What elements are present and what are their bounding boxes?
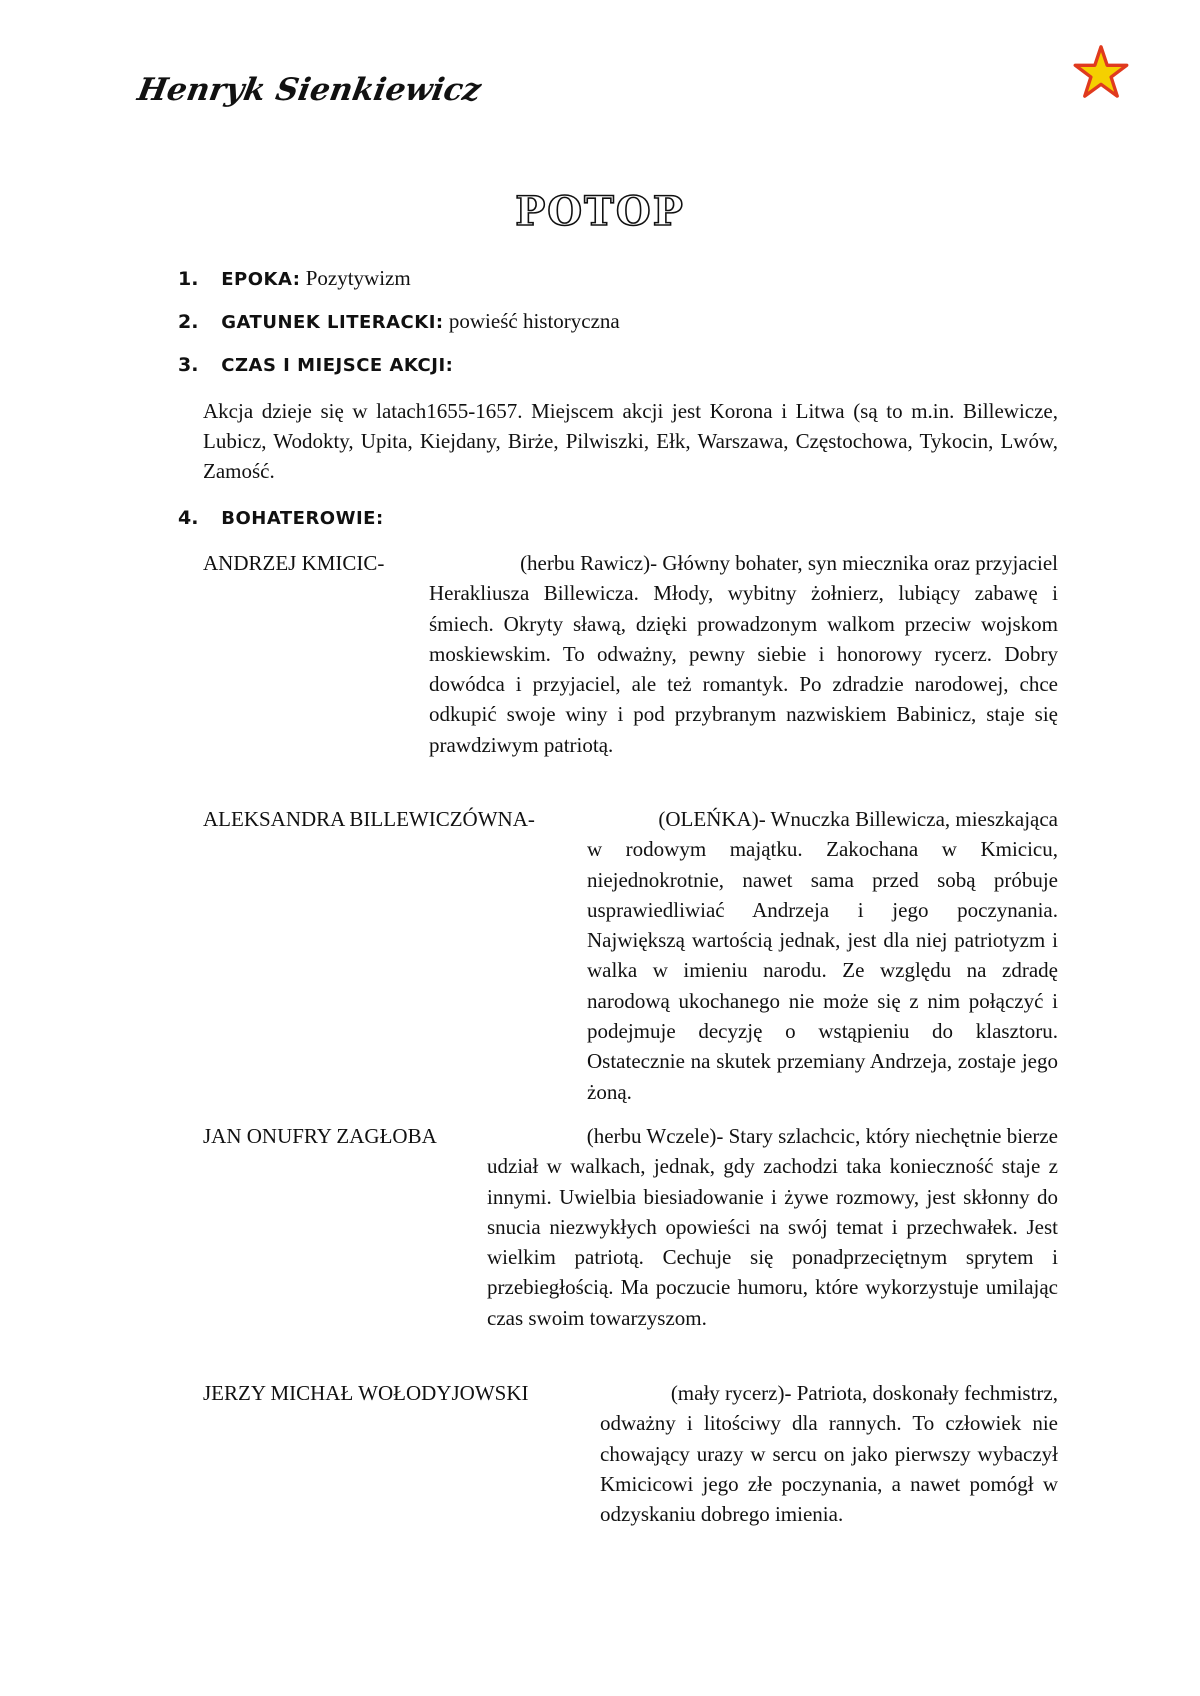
section-number: 3. xyxy=(178,354,199,376)
hero-description xyxy=(600,1408,1058,1529)
hero-description xyxy=(587,834,1058,1107)
section-value: Pozytywizm xyxy=(305,266,411,290)
section-label: GATUNEK LITERACKI: xyxy=(221,312,444,333)
hero-description-text: Herakliusza Billewicza. Młody, wybitny żołnierz, lubiący zabawę i śmiech. Okryty sławą, dzięki prowadzonym walkom przeciw wojskom moskiewskim. To odważny, pewny siebie i honorowy rycerz. Dobry dowódca i przyjaciel, ale też romantyk. Po zdradzie narodowej, chce odkupić swoje winy i pod przybranym nazwiskiem Babinicz, staje się prawdziwym patriotą. xyxy=(429,581,1058,757)
section-list xyxy=(178,266,1058,395)
document-title: POTOP xyxy=(515,188,685,235)
hero-name: JAN ONUFRY ZAGŁOBA xyxy=(203,1124,437,1148)
hero-first-line xyxy=(203,804,1058,834)
section-czas-miejsce xyxy=(178,352,1058,377)
hero-name: ALEKSANDRA BILLEWICZÓWNA- xyxy=(203,807,535,831)
star-shape xyxy=(1075,47,1127,96)
section-label: EPOKA: xyxy=(221,269,301,290)
hero-description xyxy=(429,578,1058,760)
hero-first-line-text: (mały rycerz)- Patriota, doskonały fechmistrz, xyxy=(670,1381,1058,1405)
hero-entry-zagloba xyxy=(203,1121,1058,1333)
hero-entry-olenka xyxy=(203,804,1058,1107)
section-label: CZAS I MIEJSCE AKCJI: xyxy=(221,355,454,376)
hero-name: JERZY MICHAŁ WOŁODYJOWSKI xyxy=(203,1381,529,1405)
section-number: 1. xyxy=(178,268,199,290)
section-bohaterowie xyxy=(178,505,384,530)
hero-first-line-text: (herbu Rawicz)- Główny bohater, syn miecznika oraz przyjaciel xyxy=(520,551,1058,575)
hero-first-line xyxy=(203,1121,1058,1151)
hero-entry-kmicic xyxy=(203,548,1058,760)
star-icon xyxy=(1073,44,1129,100)
hero-description-text: udział w walkach, jednak, gdy zachodzi taka konieczność staje z innymi. Uwielbia biesiadowanie i żywe rozmowy, jest skłonny do snucia niezwykłych opowieści na swój temat i przechwałek. Jest wielkim patriotą. Cechuje się ponadprzeciętnym sprytem i przebiegłością. Ma poczucie humoru, które wykorzystuje umilając czas swoim towarzyszom. xyxy=(487,1154,1058,1330)
hero-description xyxy=(487,1151,1058,1333)
hero-description-text: odważny i litościwy dla rannych. To człowiek nie chowający urazy w sercu on jako pierwszy wybaczył Kmicicowi jego złe poczynania, a nawet pomógł w odzyskaniu dobrego imienia. xyxy=(600,1411,1058,1527)
hero-description-text: w rodowym majątku. Zakochana w Kmicicu, niejednokrotnie, nawet sama przed sobą próbuje usprawiedliwiać Andrzeja i jego poczynania. Największą wartością jednak, jest dla niej patriotyzm i walka w imieniu narodu. Ze względu na zdradę narodową ukochanego nie może się z nim połączyć i podejmuje decyzję o wstąpieniu do klasztoru. Ostatecznie na skutek przemiany Andrzeja, zostaje jego żoną. xyxy=(587,837,1058,1104)
section-number: 4. xyxy=(178,507,199,529)
hero-name: ANDRZEJ KMICIC- xyxy=(203,551,385,575)
setting-paragraph: Akcja dzieje się w latach1655-1657. Miejscem akcji jest Korona i Litwa (są to m.in. Billewicze, Lubicz, Wodokty, Upita, Kiejdany, Birże, Pilwiszki, Ełk, Warszawa, Częstochowa, Tykocin, Lwów, Zamość. xyxy=(203,399,1058,483)
hero-first-line xyxy=(203,548,1058,578)
hero-first-line-text: (OLEŃKA)- Wnuczka Billewicza, mieszkająca xyxy=(658,807,1058,831)
hero-entry-wolodyjowski xyxy=(203,1378,1058,1529)
section-gatunek xyxy=(178,309,1058,334)
author-signature: Henryk Sienkiewicz xyxy=(134,72,484,108)
section-epoka xyxy=(178,266,1058,291)
section-label: BOHATEROWIE: xyxy=(221,508,384,529)
hero-first-line-text: (herbu Wczele)- Stary szlachcic, który niechętnie bierze xyxy=(586,1124,1058,1148)
section-value: powieść historyczna xyxy=(448,309,620,333)
hero-first-line xyxy=(203,1378,1058,1408)
section-number: 2. xyxy=(178,311,199,333)
